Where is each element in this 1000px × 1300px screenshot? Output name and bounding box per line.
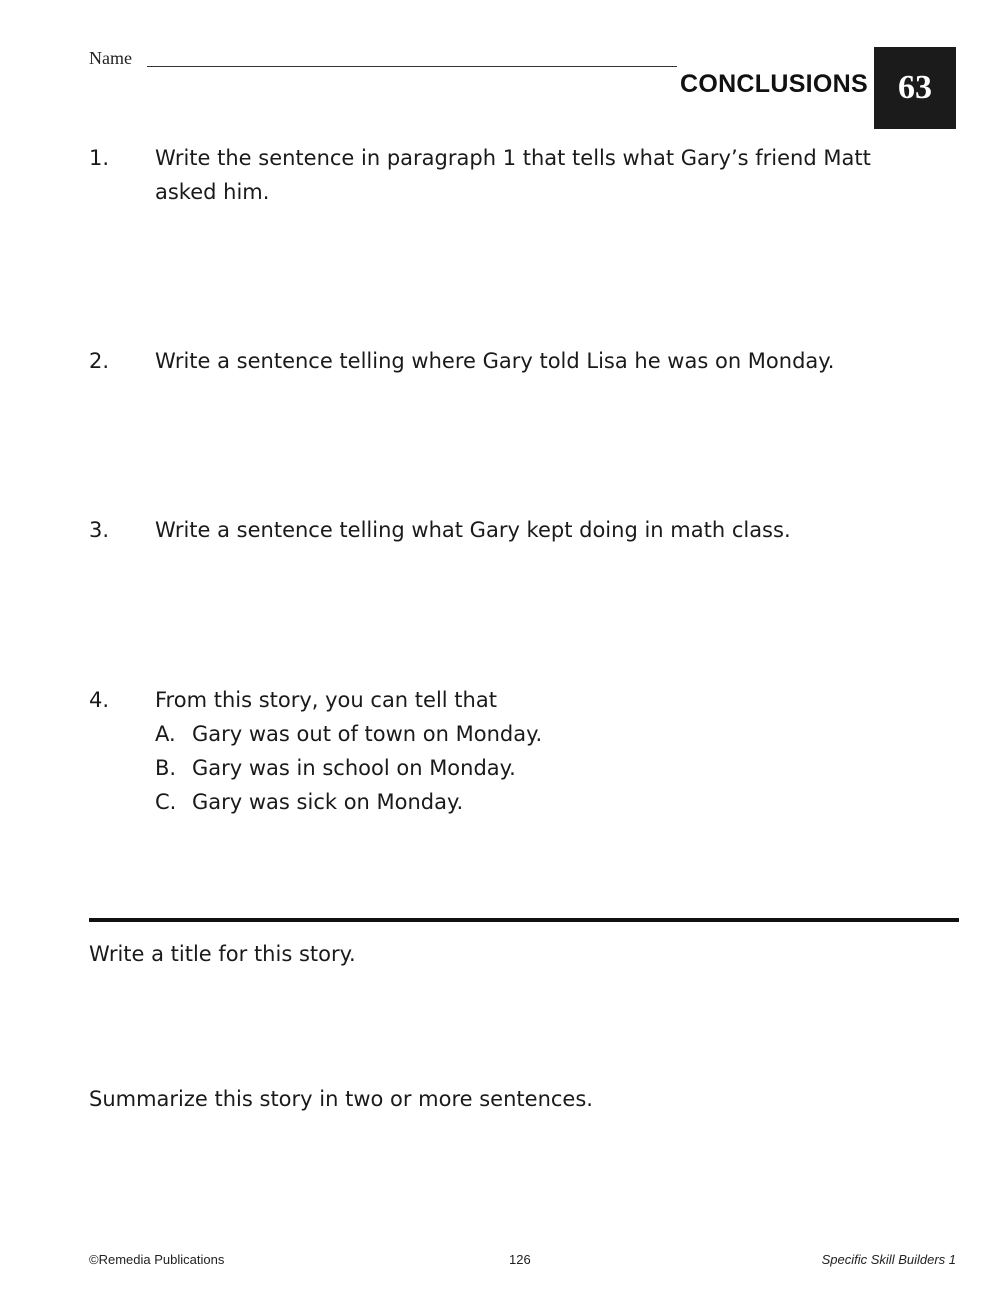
question-4-body	[155, 683, 925, 819]
name-input-line[interactable]	[147, 66, 677, 67]
question-number: 3.	[89, 518, 110, 542]
section-title: CONCLUSIONS	[679, 70, 868, 98]
answer-choice-a[interactable]	[155, 717, 925, 751]
lesson-number: 63	[898, 69, 932, 106]
question-number: 4.	[89, 688, 110, 712]
choice-text: Gary was sick on Monday.	[192, 790, 464, 814]
choice-letter: A.	[155, 722, 176, 746]
footer-page-number: 126	[509, 1252, 531, 1267]
footer-publisher: ©Remedia Publications	[89, 1252, 225, 1267]
choice-letter: B.	[155, 756, 177, 780]
summary-prompt: Summarize this story in two or more sentences.	[89, 1087, 593, 1111]
footer-book-title: Specific Skill Builders 1	[821, 1252, 956, 1267]
question-number: 1.	[89, 146, 110, 170]
name-label: Name	[89, 48, 132, 68]
lesson-number-badge	[874, 47, 956, 129]
choice-letter: C.	[155, 790, 177, 814]
question-text: From this story, you can tell that	[155, 688, 497, 712]
section-divider	[89, 918, 959, 922]
choice-text: Gary was in school on Monday.	[192, 756, 516, 780]
title-prompt: Write a title for this story.	[89, 942, 356, 966]
answer-choice-b[interactable]	[155, 751, 925, 785]
question-number: 2.	[89, 349, 110, 373]
choice-text: Gary was out of town on Monday.	[192, 722, 543, 746]
question-text: Write a sentence telling what Gary kept doing in math class.	[155, 518, 791, 542]
question-text: Write a sentence telling where Gary told Lisa he was on Monday.	[155, 349, 835, 373]
question-text: Write the sentence in paragraph 1 that tells what Gary’s friend Matt asked him.	[155, 146, 871, 204]
answer-choice-c[interactable]	[155, 785, 925, 819]
